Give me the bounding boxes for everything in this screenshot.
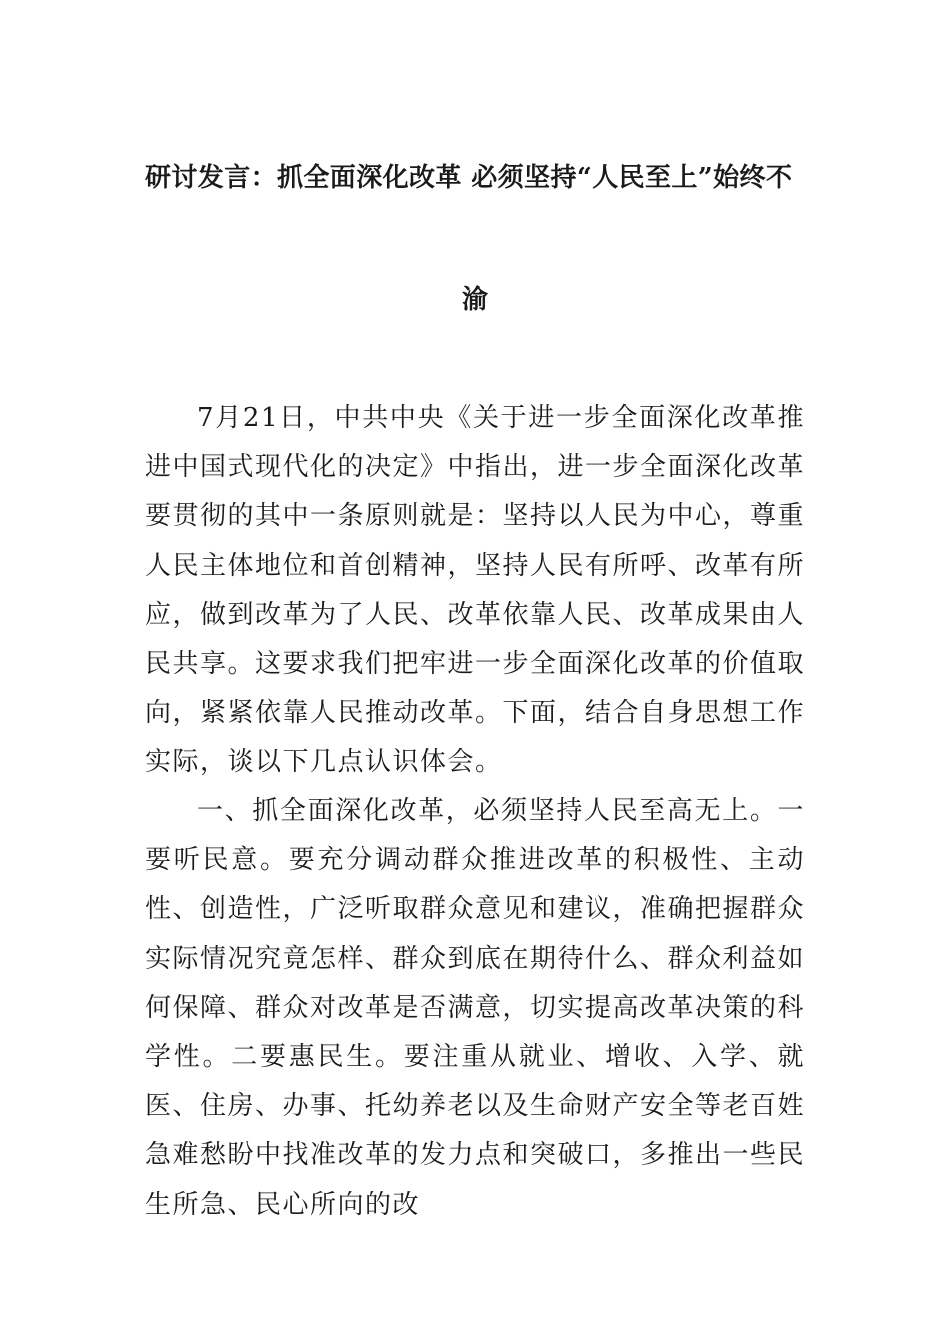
- body-paragraph-2: [145, 787, 805, 1230]
- body-paragraph-1: [145, 394, 805, 788]
- paragraph-text: 7月21日，中共中央《关于进一步全面深化改革推进中国式现代化的决定》中指出，进一步全面深化改革要贯彻的其中一条原则就是：坚持以人民为中心，尊重人民主体地位和首创精神，坚持人民有所呼、改革有所应，做到改革为了人民、改革依靠人民、改革成果由人民共享。这要求我们把牢进一步全面深化改革的价值取向，紧紧依靠人民推动改革。下面，结合自身思想工作实际，谈以下几点认识体会。: [145, 403, 806, 778]
- document-title-line-1: 研讨发言：抓全面深化改革 必须坚持“人民至上”始终不: [145, 163, 793, 193]
- paragraph-text: 一、抓全面深化改革，必须坚持人民至高无上。一要听民意。要充分调动群众推进改革的积极性、主动性、创造性，广泛听取群众意见和建议，准确把握群众实际情况究竟怎样、群众到底在期待什么、群众利益如何保障、群众对改革是否满意，切实提高改革决策的科学性。二要惠民生。要注重从就业、增收、入学、就医、住房、办事、托幼养老以及生命财产安全等老百姓急难愁盼中找准改革的发力点和突破口，多推出一些民生所急、民心所向的改: [145, 796, 806, 1220]
- document-title-line-2: 渝: [461, 285, 488, 315]
